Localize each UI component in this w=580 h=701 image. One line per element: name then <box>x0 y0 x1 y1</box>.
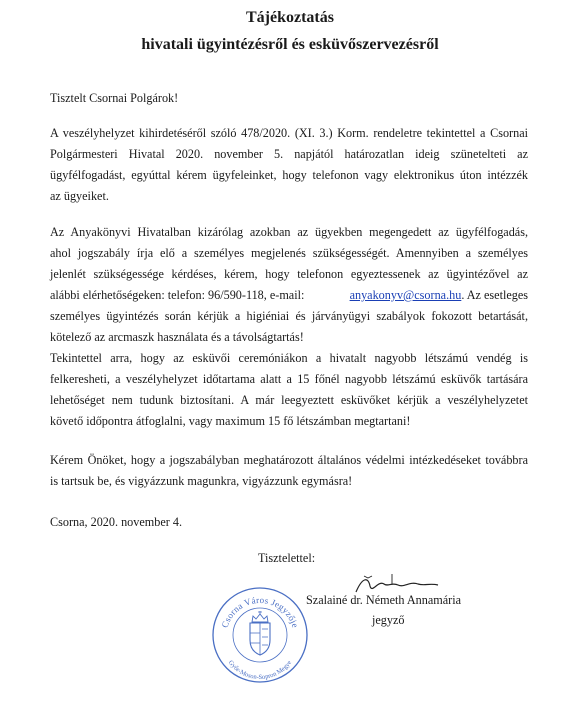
paragraph-2 <box>50 222 528 432</box>
paragraph-line: Kérem Önöket, hogy a jogszabályban meghatározott általános védelmi intézkedéseket továbbra <box>50 453 528 467</box>
paragraph-line: A veszélyhelyzet kihirdetéséről szóló 478/2020. (XI. 3.) Korm. rendeletre tekintettel a Csornai <box>50 126 528 140</box>
paragraph-1 <box>50 123 528 207</box>
paragraph-line: Polgármesteri Hivatal 2020. november 5. napjától határozatlan ideig szünetelteti az <box>50 147 528 161</box>
paragraph-line: személyes ügyintézés során kérjük a higiéniai és járványügyi szabályok fokozott betartását, <box>50 309 528 323</box>
paragraph-line: is tartsuk be, és vigyázzunk magunkra, vigyázzunk egymásra! <box>50 474 353 488</box>
paragraph-line: az ügyeiket. <box>50 189 109 203</box>
contact-text: alábbi elérhetőségeken: telefon: 96/590-118, e-mail: <box>50 288 305 302</box>
contact-text-after: . Az esetleges <box>461 288 528 302</box>
svg-text:Győr-Moson-Sopron Megye <box>227 659 293 681</box>
paragraph-line: jelenlét szükségessége kérdéses, kérem, hogy telefonon egyeztessenek az ügyintézővel az <box>50 267 528 281</box>
paragraph-line: Az Anyakönyvi Hivatalban kizárólag azokban az ügyekben megengedett az ügyfélfogadás, <box>50 225 528 239</box>
document-title: Tájékoztatás <box>246 9 334 26</box>
email-link[interactable]: anyakonyv@csorna.hu <box>349 288 462 302</box>
paragraph-line: felkeresheti, a veszélyhelyzet időtartama alatt a 15 főnél nagyobb létszámú esküvők tartására <box>50 372 528 386</box>
paragraph-line: Tekintettel arra, hogy az esküvői ceremóniákon a hivatalt nagyobb létszámú vendég is <box>50 351 528 365</box>
seal-bottom-text: Győr-Moson-Sopron Megye <box>226 659 294 682</box>
paragraph-3 <box>50 450 528 492</box>
official-seal <box>210 585 310 685</box>
signatory-name: Szalainé dr. Németh Annamária <box>306 593 461 607</box>
place-date: Csorna, 2020. november 4. <box>50 515 183 529</box>
paragraph-line: követő időpontra átfoglalni, vagy maximum 15 fő létszámban megtartani! <box>50 414 411 428</box>
greeting: Tisztelt Csornai Polgárok! <box>50 91 179 105</box>
document-subtitle: hivatali ügyintézésről és esküvőszervezésről <box>141 36 439 53</box>
paragraph-line: ahol jogszabály írja elő a személyes megjelenés szükségességét. Amennyiben a személyes <box>50 246 528 260</box>
contact-line <box>50 285 528 306</box>
seal-top-text: Csorna Város Jegyzője <box>219 594 301 630</box>
signatory-title: jegyző <box>372 613 405 627</box>
paragraph-line: kötelező az arcmaszk használata és a távolságtartás! <box>50 330 304 344</box>
paragraph-line: ügyfélfogadást, egyúttal kérem ügyfeleinket, hogy telefonon vagy elektronikus úton intézzék <box>50 168 528 182</box>
closing-text: Tisztelettel: <box>258 551 316 565</box>
paragraph-line: lehetőséget nem tudunk biztosítani. A már leegyeztett esküvőket kérjük a veszélyhelyzetet <box>50 393 528 407</box>
